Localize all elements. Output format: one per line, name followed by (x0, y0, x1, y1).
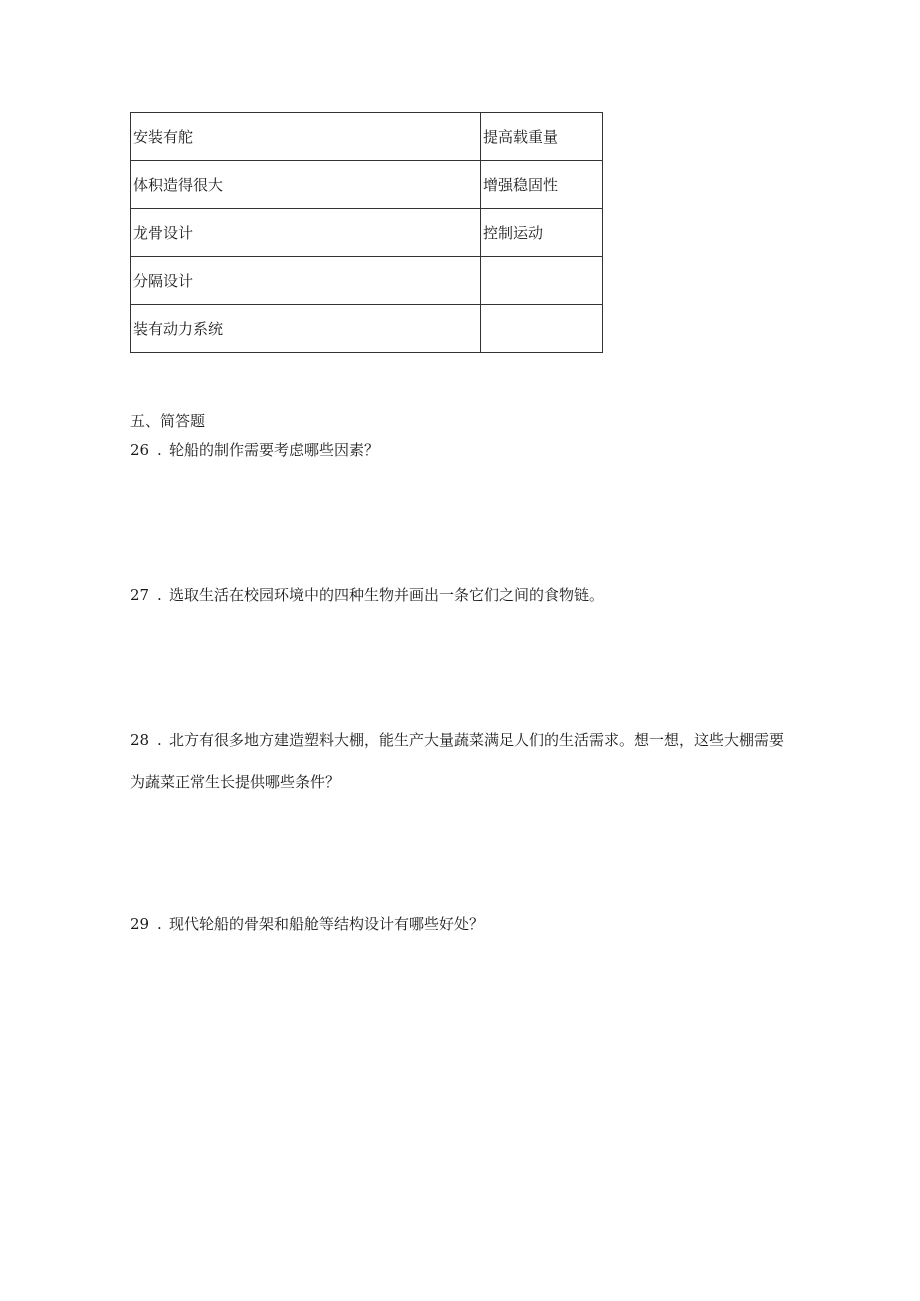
table-cell-feature: 龙骨设计 (131, 209, 481, 257)
question-28 (130, 719, 790, 803)
question-text: 选取生活在校园环境中的四种生物并画出一条它们之间的食物链。 (169, 586, 605, 604)
question-27 (130, 574, 790, 616)
question-dot: . (157, 731, 162, 749)
question-text: 轮船的制作需要考虑哪些因素？ (169, 441, 380, 459)
question-dot: . (157, 586, 162, 604)
matching-table (130, 112, 603, 353)
question-text: 现代轮船的骨架和船舱等结构设计有哪些好处？ (169, 915, 485, 933)
table-cell-feature: 安装有舵 (131, 113, 481, 161)
section-heading: 五、简答题 (130, 412, 206, 430)
question-dot: . (157, 915, 162, 933)
table-row (131, 257, 603, 305)
question-26 (130, 429, 790, 471)
table-cell-feature: 体积造得很大 (131, 161, 481, 209)
table-row (131, 113, 603, 161)
question-number: 27 (130, 586, 150, 604)
table-cell-function: 控制运动 (481, 209, 603, 257)
table-cell-function: 提高载重量 (481, 113, 603, 161)
table-cell-feature: 分隔设计 (131, 257, 481, 305)
table-row (131, 209, 603, 257)
table-cell-function (481, 305, 603, 353)
table-row (131, 305, 603, 353)
table-cell-feature: 装有动力系统 (131, 305, 481, 353)
question-text: 北方有很多地方建造塑料大棚，能生产大量蔬菜满足人们的生活需求。想一想，这些大棚需要为蔬菜正常生长提供哪些条件？ (130, 731, 785, 791)
table-cell-function: 增强稳固性 (481, 161, 603, 209)
table-row (131, 161, 603, 209)
question-number: 28 (130, 731, 150, 749)
question-29 (130, 903, 790, 945)
question-number: 26 (130, 441, 150, 459)
table-cell-function (481, 257, 603, 305)
question-number: 29 (130, 915, 150, 933)
question-dot: . (157, 441, 162, 459)
